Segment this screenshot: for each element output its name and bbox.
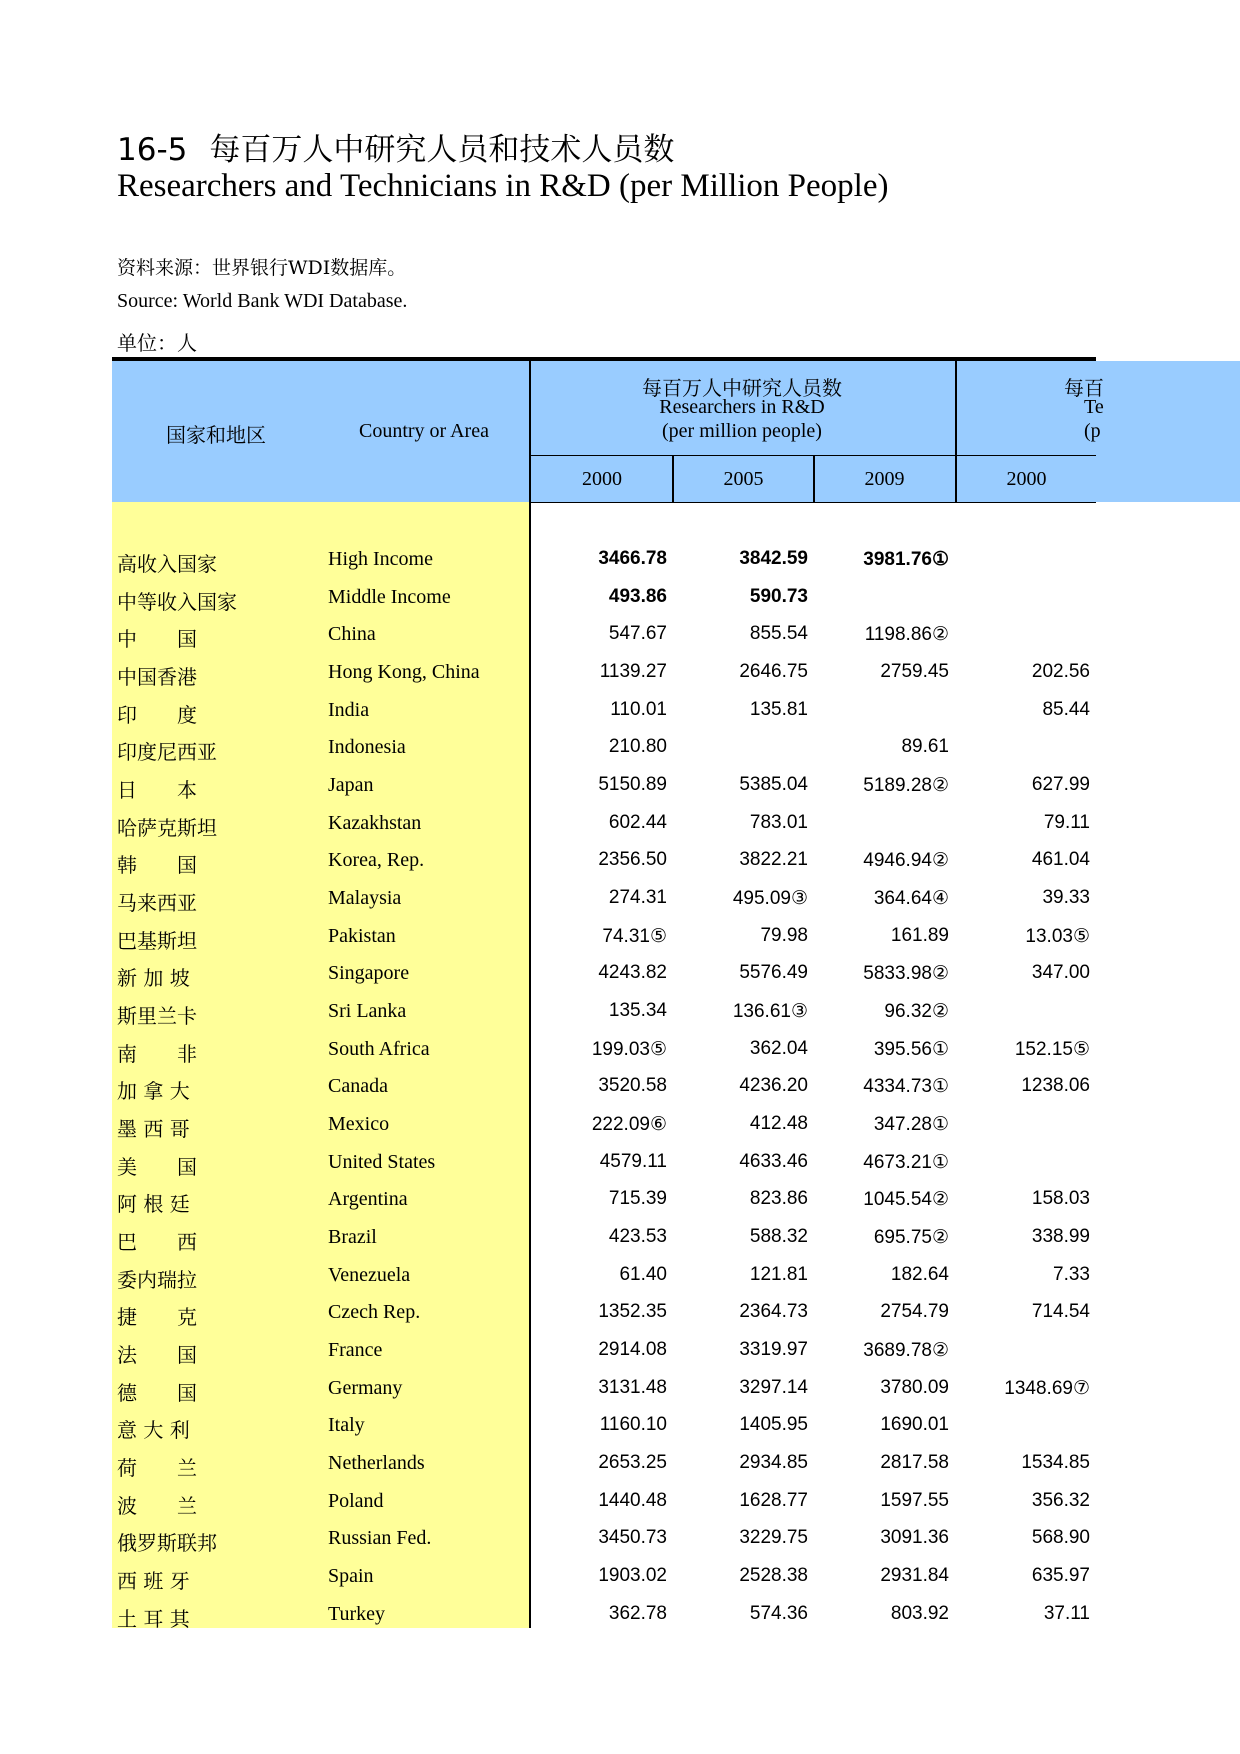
value-cell: 635.97 [1031,1565,1090,1587]
table-row [0,1595,1240,1633]
value-cell: 135.81 [749,698,808,720]
value-cell: 695.75② [873,1227,949,1249]
value-cell: 588.32 [749,1226,808,1248]
value-cell: 4579.11 [599,1150,667,1172]
country-name-cn: 中国香港 [117,665,197,689]
value-cell: 4334.73① [863,1076,949,1098]
table-row [0,653,1240,691]
country-name-cn: 加 拿 大 [117,1079,190,1104]
table-row [0,1180,1240,1218]
value-cell: 3981.76① [863,549,949,570]
value-cell: 461.04 [1031,849,1090,871]
value-cell: 412.48 [749,1113,808,1135]
column-divider [529,361,531,502]
value-cell: 136.61③ [732,1001,808,1023]
value-cell: 1348.69⑦ [1004,1377,1090,1399]
value-cell: 2754.79 [880,1301,949,1323]
table-row [0,1369,1240,1407]
country-name-en: Russian Fed. [328,1527,432,1550]
value-cell: 79.98 [760,924,808,946]
value-cell: 590.73 [749,585,808,607]
country-name-en: Czech Rep. [328,1301,421,1324]
value-cell: 4236.20 [739,1075,808,1097]
header-group1-en2: (per million people) [662,420,822,442]
value-cell: 803.92 [890,1602,949,1624]
table-row [0,1030,1240,1068]
value-cell: 1405.95 [739,1414,808,1436]
country-name-cn: 斯里兰卡 [117,1004,197,1029]
value-cell: 1440.48 [598,1489,667,1511]
title-cn-text: 每百万人中研究人员和技术人员数 [209,132,675,168]
value-cell: 627.99 [1031,774,1090,796]
value-cell: 3780.09 [880,1376,949,1398]
value-cell: 1139.27 [599,661,667,682]
country-name-cn: 南 非 [117,1041,197,1066]
value-cell: 182.64 [890,1263,949,1285]
header-group2-en1: Te [1084,396,1104,418]
country-name-en: Canada [328,1075,388,1098]
table-row [0,992,1240,1030]
value-cell: 715.39 [608,1188,667,1210]
value-cell: 2817.58 [880,1452,949,1474]
header-group1-en1: Researchers in R&D [659,396,825,418]
unit-label: 单位：人 [117,331,197,355]
value-cell: 714.54 [1031,1301,1090,1323]
header-year: 2005 [723,468,764,490]
table-row [0,540,1240,578]
value-cell: 356.32 [1031,1489,1090,1511]
value-cell: 362.04 [749,1037,808,1059]
country-name-en: Japan [328,774,374,797]
value-cell: 121.81 [749,1263,808,1285]
table-row [0,879,1240,917]
table-row [0,1067,1240,1105]
country-name-cn: 巴 西 [117,1230,197,1255]
table-row [0,1519,1240,1557]
country-name-en: United States [328,1150,436,1173]
value-cell: 3091.36 [880,1527,949,1549]
value-cell: 210.80 [608,736,667,758]
value-cell: 135.34 [608,1000,667,1022]
table-row [0,728,1240,766]
value-cell: 5189.28② [863,775,949,797]
value-cell: 3689.78② [863,1340,949,1362]
table-row [0,1256,1240,1294]
country-name-cn: 美 国 [117,1154,197,1179]
column-divider [955,361,957,502]
country-name-cn: 德 国 [117,1380,197,1405]
value-cell: 5150.89 [598,774,667,796]
value-cell: 855.54 [749,623,808,645]
table-row [0,615,1240,653]
value-cell: 423.53 [608,1226,667,1248]
country-name-cn: 中等收入国家 [117,589,237,614]
value-cell: 2931.84 [880,1565,949,1587]
value-cell: 2364.73 [739,1301,808,1323]
value-cell: 347.28① [873,1114,949,1136]
country-name-cn: 土 耳 其 [117,1606,190,1631]
value-cell: 5576.49 [739,962,808,984]
country-name-en: Argentina [328,1188,408,1211]
table-row [0,1331,1240,1369]
country-name-cn: 法 国 [117,1343,197,1368]
country-name-cn: 哈萨克斯坦 [117,815,217,840]
country-name-en: Poland [328,1489,384,1512]
value-cell: 362.78 [608,1602,667,1624]
value-cell: 61.40 [619,1263,667,1285]
value-cell: 96.32② [884,1001,949,1023]
value-cell: 1352.35 [598,1301,667,1323]
country-name-cn: 印度尼西亚 [117,740,217,765]
country-name-en: South Africa [328,1037,430,1060]
value-cell: 161.89 [890,924,949,946]
table-row [0,954,1240,992]
header-country-cn: 国家和地区 [166,425,266,447]
value-cell: 2528.38 [739,1565,808,1587]
country-name-cn: 捷 克 [117,1305,197,1330]
table-row [0,1105,1240,1143]
country-name-en: High Income [328,548,433,570]
country-name-cn: 阿 根 廷 [117,1192,190,1217]
table-row [0,1293,1240,1331]
country-name-en: France [328,1339,383,1362]
country-name-cn: 荷 兰 [117,1456,197,1481]
country-name-cn: 中 国 [117,627,197,652]
value-cell: 395.56① [873,1038,949,1060]
value-cell: 202.56 [1031,661,1090,682]
country-name-cn: 波 兰 [117,1493,197,1518]
value-cell: 1160.10 [599,1414,667,1436]
value-cell: 2914.08 [598,1339,667,1361]
table-row [0,841,1240,879]
value-cell: 574.36 [749,1602,808,1624]
country-name-cn: 韩 国 [117,853,197,878]
table-row [0,1143,1240,1181]
table-row [0,1406,1240,1444]
table-row [0,917,1240,955]
value-cell: 568.90 [1031,1527,1090,1549]
header-group2-en2: (p [1084,420,1101,442]
column-divider [813,455,815,502]
country-name-cn: 新 加 坡 [117,966,190,991]
table-row [0,1218,1240,1256]
value-cell: 5385.04 [739,774,808,796]
value-cell: 3450.73 [598,1527,667,1549]
value-cell: 1238.06 [1021,1075,1090,1097]
country-name-en: Venezuela [328,1263,411,1286]
country-name-en: China [328,623,376,646]
value-cell: 2653.25 [598,1452,667,1474]
value-cell: 7.33 [1053,1263,1090,1285]
value-cell: 74.31⑤ [602,925,667,947]
country-name-cn: 高收入国家 [117,552,217,576]
value-cell: 1534.85 [1021,1452,1090,1474]
value-cell: 222.09⑥ [591,1114,667,1136]
table-row [0,766,1240,804]
country-name-cn: 印 度 [117,702,197,727]
value-cell: 4243.82 [598,962,667,984]
value-cell: 2759.45 [880,661,949,682]
value-cell: 1597.55 [880,1489,949,1511]
header-year: 2009 [864,468,905,490]
value-cell: 364.64④ [873,888,949,910]
value-cell: 547.67 [608,623,667,645]
country-name-en: Brazil [328,1226,377,1249]
value-cell: 152.15⑤ [1014,1038,1090,1060]
country-name-en: Mexico [328,1113,390,1136]
header-country-en: Country or Area [359,420,489,442]
country-name-en: Pakistan [328,924,396,947]
value-cell: 495.09③ [732,888,808,910]
value-cell: 1690.01 [880,1414,949,1436]
country-name-cn: 委内瑞拉 [117,1267,197,1292]
value-cell: 3229.75 [739,1527,808,1549]
page-title-en: Researchers and Technicians in R&D (per Million People) [117,168,889,204]
country-name-en: Sri Lanka [328,1000,407,1023]
value-cell: 823.86 [749,1188,808,1210]
value-cell: 338.99 [1031,1226,1090,1248]
country-name-en: Singapore [328,962,410,985]
value-cell: 4673.21① [863,1151,949,1173]
column-divider [672,455,674,502]
value-cell: 3822.21 [739,849,808,871]
country-name-en: India [328,698,370,721]
value-cell: 89.61 [901,736,949,758]
source-cn: 资料来源：世界银行WDI数据库。 [117,257,407,279]
value-cell: 3520.58 [598,1075,667,1097]
value-cell: 5833.98② [863,963,949,985]
value-cell: 3842.59 [739,548,808,569]
country-name-cn: 马来西亚 [117,891,197,916]
value-cell: 4633.46 [739,1150,808,1172]
value-cell: 2646.75 [739,661,808,682]
country-name-en: Middle Income [328,585,451,608]
country-name-en: Hong Kong, China [328,661,480,683]
country-name-cn: 墨 西 哥 [117,1117,190,1142]
header-group2-cn: 每百 [1064,376,1104,400]
country-name-en: Germany [328,1376,403,1399]
header-year: 2000 [1006,468,1047,490]
table-row [0,578,1240,616]
value-cell: 1045.54② [863,1189,949,1211]
value-cell: 1903.02 [598,1565,667,1587]
value-cell: 110.01 [610,698,667,720]
table-row [0,1482,1240,1520]
value-cell: 37.11 [1043,1602,1090,1624]
value-cell: 274.31 [608,887,667,909]
source-en: Source: World Bank WDI Database. [117,290,408,312]
value-cell: 199.03⑤ [591,1038,667,1060]
country-name-en: Indonesia [328,736,406,759]
country-name-cn: 俄罗斯联邦 [117,1531,217,1556]
country-name-en: Turkey [328,1602,386,1625]
country-name-en: Spain [328,1565,374,1588]
value-cell: 783.01 [749,811,808,833]
table-row [0,1444,1240,1482]
table-row [0,1557,1240,1595]
table-number: 16-5 [117,132,188,168]
value-cell: 1628.77 [739,1489,808,1511]
country-name-cn: 巴基斯坦 [117,928,197,953]
value-cell: 2934.85 [739,1452,808,1474]
country-name-cn: 日 本 [117,778,197,803]
value-cell: 3297.14 [739,1376,808,1398]
value-cell: 4946.94② [863,850,949,872]
value-cell: 85.44 [1042,698,1090,720]
value-cell: 3466.78 [598,548,667,569]
header-year: 2000 [582,468,622,490]
value-cell: 1198.86② [864,624,949,646]
value-cell: 39.33 [1042,887,1090,909]
value-cell: 493.86 [608,585,667,607]
value-cell: 3319.97 [739,1339,808,1361]
value-cell: 2356.50 [598,849,667,871]
country-name-cn: 西 班 牙 [117,1569,190,1594]
table-row [0,804,1240,842]
country-name-cn: 意 大 利 [117,1418,190,1443]
value-cell: 347.00 [1031,962,1090,984]
country-name-en: Netherlands [328,1452,425,1475]
value-cell: 602.44 [608,811,667,833]
value-cell: 158.03 [1031,1188,1090,1210]
country-name-en: Malaysia [328,887,402,910]
country-name-en: Kazakhstan [328,811,422,834]
value-cell: 13.03⑤ [1025,925,1090,947]
value-cell: 3131.48 [598,1376,667,1398]
country-name-en: Italy [328,1414,365,1437]
country-name-en: Korea, Rep. [328,849,425,872]
table-row [0,691,1240,729]
value-cell: 79.11 [1043,811,1090,833]
header-group1-cn: 每百万人中研究人员数 [642,376,842,400]
